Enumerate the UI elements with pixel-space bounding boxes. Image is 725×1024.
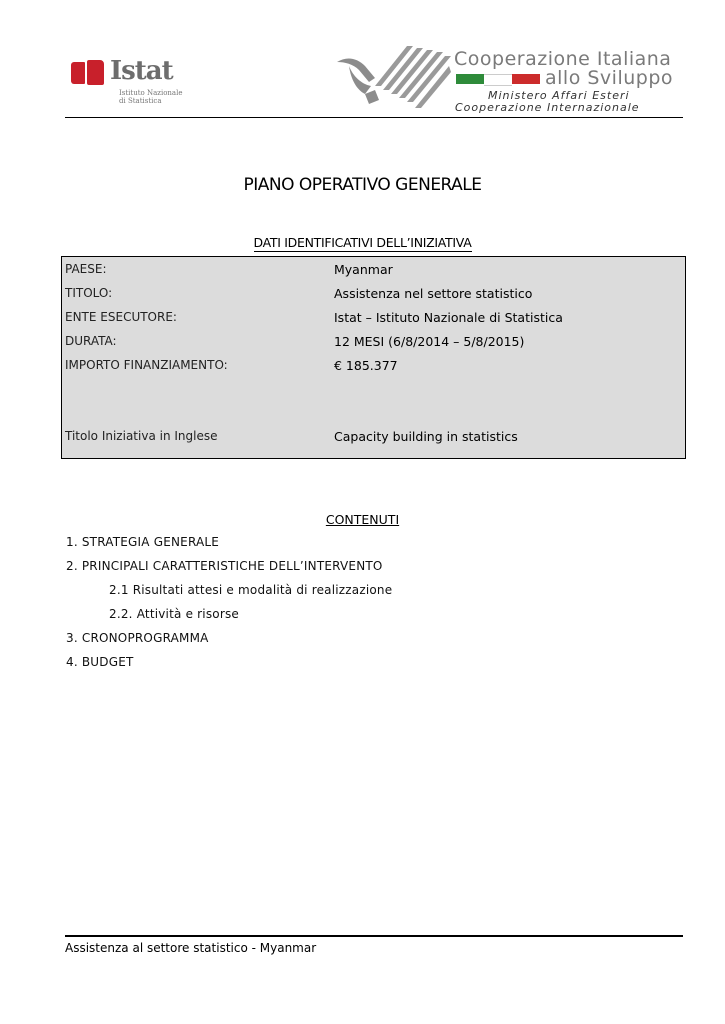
importo-label: IMPORTO FINANZIAMENTO: (65, 358, 228, 372)
cooperazione-title-line2: allo Sviluppo (545, 67, 674, 89)
section-title: DATI IDENTIFICATIVI DELL’INIZIATIVA (253, 235, 472, 250)
istat-logo-wordmark: Istat (110, 56, 173, 86)
paese-value: Myanmar (334, 262, 393, 277)
cooperazione-title-line1: Cooperazione Italiana (454, 48, 672, 70)
english-title-value: Capacity building in statistics (334, 429, 518, 444)
durata-label: DURATA: (65, 334, 117, 348)
importo-value: € 185.377 (334, 358, 398, 373)
titolo-value: Assistenza nel settore statistico (334, 286, 533, 301)
toc-subitem: 2.2. Attività e risorse (109, 607, 239, 621)
flag-red (512, 74, 540, 84)
flag-white (484, 74, 512, 86)
toc-item: 2. PRINCIPALI CARATTERISTICHE DELL’INTERVENTO (66, 559, 383, 573)
titolo-label: TITOLO: (65, 286, 113, 300)
ente-esecutore-value: Istat – Istituto Nazionale di Statistica (334, 310, 563, 325)
paese-label: PAESE: (65, 262, 107, 276)
ente-esecutore-label: ENTE ESECUTORE: (65, 310, 177, 324)
toc-subitem: 2.1 Risultati attesi e modalità di realizzazione (109, 583, 393, 597)
footer-divider (65, 935, 683, 937)
cooperazione-dove-logo (335, 42, 453, 116)
toc-item: 4. BUDGET (66, 655, 134, 669)
toc-item: 1. STRATEGIA GENERALE (66, 535, 220, 549)
cooperazione-internazionale-label: Cooperazione Internazionale (455, 101, 640, 114)
contents-heading: CONTENUTI (325, 512, 400, 527)
english-title-label: Titolo Iniziativa in Inglese (65, 429, 218, 443)
ministero-label: Ministero Affari Esteri (488, 89, 630, 102)
flag-green (456, 74, 484, 84)
durata-value: 12 MESI (6/8/2014 – 5/8/2015) (334, 334, 525, 349)
istat-logo-mark (87, 60, 104, 85)
toc-item: 3. CRONOPROGRAMMA (66, 631, 209, 645)
document-title: PIANO OPERATIVO GENERALE (243, 175, 482, 195)
istat-logo-subtitle: Istituto Nazionale di Statistica (119, 89, 183, 105)
istat-logo-mark (71, 62, 85, 84)
italian-flag (456, 74, 540, 84)
header-divider (65, 117, 683, 118)
page-footer: Assistenza al settore statistico - Myanmar (65, 941, 317, 955)
